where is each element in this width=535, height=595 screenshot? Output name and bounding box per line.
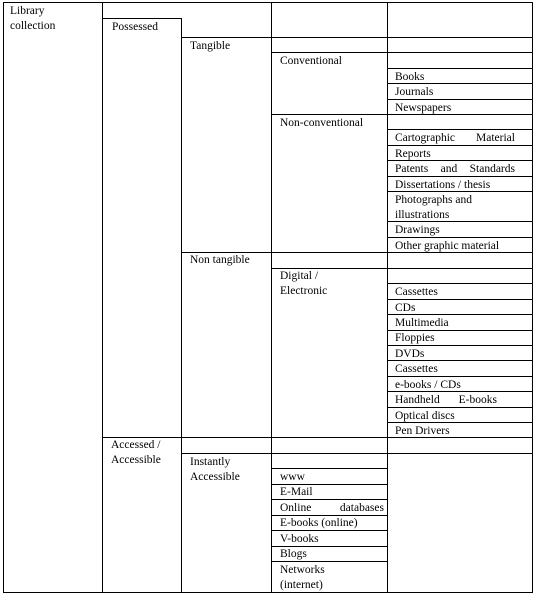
list-item: CDs	[395, 302, 416, 314]
list-item: Books	[395, 71, 425, 83]
list-item: Online databases	[280, 502, 384, 514]
list-item: Blogs	[280, 548, 307, 560]
list-item: E-Mail	[280, 486, 313, 498]
list-item: E-books (online)	[280, 517, 358, 529]
list-item: Cassettes	[395, 286, 438, 298]
list-item: Optical discs	[395, 410, 455, 422]
list-item: Reports	[395, 148, 431, 160]
cell-accessed-accessible: Accessed / Accessible	[111, 439, 161, 466]
list-item: Journals	[395, 86, 434, 98]
list-item: www	[280, 471, 305, 483]
list-item: Cartographic Material	[395, 132, 515, 144]
list-item: Cassettes	[395, 363, 438, 375]
cell-library-collection: Library collection	[10, 5, 56, 32]
list-item: e-books / CDs	[395, 379, 461, 391]
list-item: Handheld E-books	[395, 394, 497, 406]
list-item: Dissertations / thesis	[395, 179, 491, 191]
list-item: V-books	[280, 533, 319, 545]
list-item: Photographs and illustrations	[395, 194, 472, 221]
cell-possessed: Possessed	[112, 21, 159, 33]
list-item: Floppies	[395, 332, 435, 344]
list-item: Newspapers	[395, 102, 452, 114]
list-item: Drawings	[395, 224, 440, 236]
list-item: Networks (internet)	[280, 564, 325, 591]
list-item: DVDs	[395, 348, 425, 360]
cell-tangible: Tangible	[190, 40, 231, 52]
cell-conventional: Conventional	[280, 55, 342, 67]
cell-non-tangible: Non tangible	[190, 254, 250, 266]
list-item: Pen Drivers	[395, 425, 450, 437]
list-item: Other graphic material	[395, 240, 500, 252]
list-item: Multimedia	[395, 317, 449, 329]
cell-instantly-accessible: Instantly Accessible	[190, 456, 240, 483]
list-item: Patents and Standards	[395, 163, 515, 175]
cell-digital-electronic: Digital / Electronic	[280, 270, 328, 297]
cell-non-conventional: Non-conventional	[280, 117, 364, 129]
